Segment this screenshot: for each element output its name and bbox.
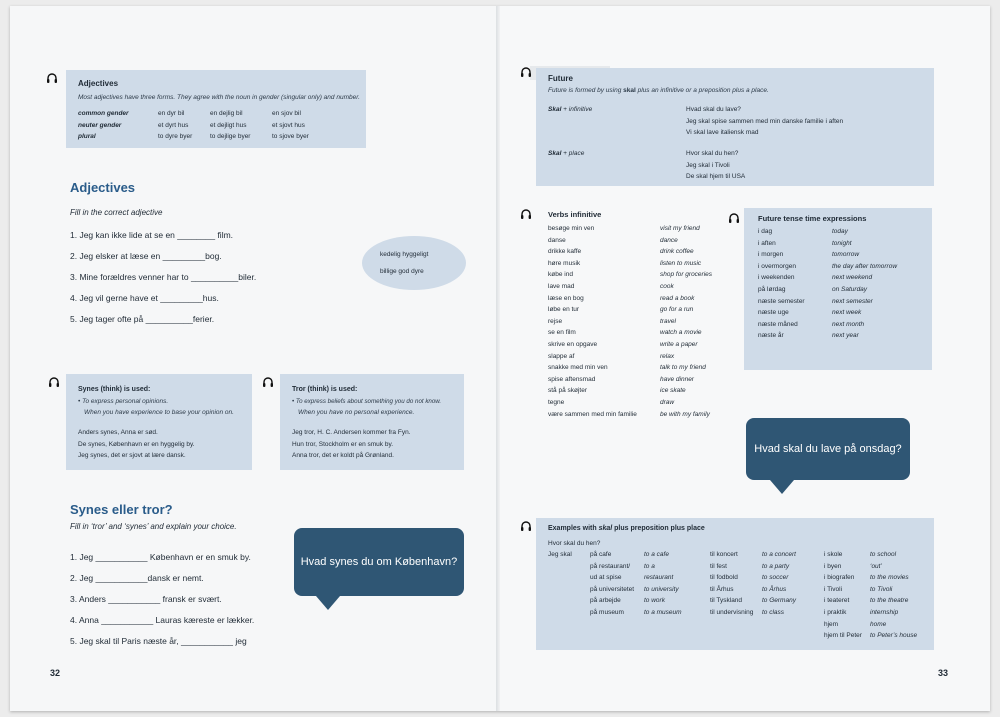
english-time-column [832, 226, 897, 342]
example-sentence: Jeg synes, det er sjovt at lære dansk. [78, 452, 186, 460]
example-sentence: Jeg skal i Tivoli [686, 161, 730, 169]
place-column [824, 549, 862, 642]
example-sentence: Jeg tror, H. C. Andersen kommer fra Fyn. [292, 429, 411, 436]
place-column [710, 549, 753, 619]
word-bank-line: billige god dyre [380, 268, 424, 275]
section-heading-adjectives: Adjectives [70, 180, 136, 195]
box-bullet: When you have experience to base your opinion on. [84, 409, 234, 416]
list-item: høre musik [548, 259, 581, 267]
list-item: dance [660, 236, 678, 244]
list-item: købe ind [548, 271, 573, 279]
list-item: ‘out’ [870, 562, 882, 570]
list-item: i morgen [758, 251, 784, 259]
list-item: hjem til Peter [824, 632, 862, 640]
list-item: listen to music [660, 259, 702, 267]
list-item: tomorrow [832, 251, 860, 259]
future-grammar-box [536, 68, 934, 186]
list-item: i skole [824, 551, 843, 558]
place-column [590, 549, 634, 619]
time-expressions-box [744, 208, 932, 370]
list-item: to the movies [870, 574, 909, 582]
list-item: se en film [548, 329, 576, 337]
exercise-item[interactable]: 2. Jeg ___________dansk er nemt. [70, 573, 204, 583]
headphones-icon[interactable] [728, 212, 740, 224]
exercise-instruction: Fill in ‘tror’ and ‘synes’ and explain your choice. [70, 522, 237, 531]
exercise-item[interactable]: 1. Jeg ___________ København er en smuk by. [70, 552, 251, 562]
example-sentence: Anna tror, det er koldt på Grønland. [292, 452, 394, 460]
list-item: to a museum [644, 608, 682, 616]
exercise-item[interactable]: 2. Jeg elsker at læse en _________bog. [70, 251, 222, 261]
list-item: tonight [832, 239, 852, 247]
list-item: draw [660, 398, 675, 406]
table-cell: et dyrt hus [158, 121, 189, 129]
list-item: lave mad [548, 282, 575, 290]
rule-label: Skal + place [548, 150, 585, 157]
box-title: Synes (think) is used: [78, 386, 151, 393]
list-item: hjem [824, 620, 839, 628]
list-item: cook [660, 282, 674, 290]
example-question: Hvor skal du hen? [548, 540, 601, 547]
example-sentence: Hvad skal du lave? [686, 106, 741, 113]
table-cell: to sjove byer [272, 133, 309, 141]
box-title: Future tense time expressions [758, 214, 867, 223]
list-item: to university [644, 585, 679, 593]
translation-column [644, 549, 682, 619]
list-item: next weekend [832, 274, 873, 282]
list-item: stå på skøjter [548, 387, 588, 395]
example-sentence: De skal hjem til USA [686, 173, 746, 181]
list-item: home [870, 620, 887, 628]
list-item: til fest [710, 562, 727, 570]
list-item: talk to my friend [660, 364, 706, 372]
list-item: snakke med min ven [548, 364, 608, 372]
table-cell: et sjovt hus [272, 121, 305, 129]
list-item: today [832, 228, 848, 235]
list-item: visit my friend [660, 225, 700, 232]
list-item: tegne [548, 398, 565, 406]
list-item: slappe af [548, 352, 575, 360]
list-item: to a cafe [644, 551, 669, 558]
list-item: to Germany [762, 597, 796, 605]
list-item: på cafe [590, 551, 612, 558]
word-bank-line: kedelig hyggeligt [380, 251, 429, 258]
list-item: the day after tomorrow [832, 262, 898, 270]
list-item: næste uge [758, 309, 789, 317]
section-heading-synes-eller-tror: Synes eller tror? [70, 502, 173, 517]
list-item: shop for groceries [660, 271, 713, 279]
list-item: næste år [758, 332, 784, 340]
list-item: drink coffee [660, 248, 694, 256]
list-item: næste måned [758, 320, 798, 328]
list-item: have dinner [660, 375, 694, 383]
list-item: på restaurant/ [590, 562, 631, 570]
danish-verbs-column [548, 223, 637, 420]
tror-grammar-box [280, 374, 464, 470]
list-item: i Tivoli [824, 585, 843, 593]
list-title: Verbs infinitive [548, 210, 602, 219]
right-page [500, 6, 990, 711]
headphones-icon[interactable] [520, 66, 532, 78]
list-item: go for a run [660, 306, 694, 314]
list-item: next week [832, 309, 862, 317]
list-item: be with my family [660, 410, 710, 418]
table-cell: en dyr bil [158, 110, 185, 117]
rule-label: Skal + infinitive [548, 106, 593, 113]
list-item: på museum [590, 608, 624, 616]
list-item: drikke kaffe [548, 248, 582, 256]
exercise-item[interactable]: 5. Jeg skal til Paris næste år, ___________ jeg [70, 636, 247, 646]
speech-bubble [294, 528, 464, 596]
list-item: på arbejde [590, 597, 621, 605]
list-item: løbe en tur [548, 306, 580, 314]
headphones-icon[interactable] [46, 72, 58, 84]
box-title: Tror (think) is used: [292, 386, 358, 393]
bubble-text: Hvad synes du om København? [300, 556, 458, 568]
table-cell: to dejlige byer [210, 133, 251, 141]
list-item: besøge min ven [548, 225, 595, 232]
list-item: to the theatre [870, 597, 909, 605]
list-item: på universitetet [590, 585, 635, 593]
row-label: neuter gender [78, 121, 122, 129]
list-item: på lørdag [758, 285, 786, 293]
example-sentence: Vi skal lave italiensk mad [686, 129, 759, 137]
bubble-tail [770, 480, 794, 494]
list-item: to a party [762, 562, 790, 570]
example-sentence: Hvor skal du hen? [686, 150, 739, 157]
bubble-text: Hvad skal du lave på onsdag? [754, 443, 902, 455]
list-item: i biografen [824, 574, 855, 582]
exercise-item[interactable]: 1. Jeg kan ikke lide at se en ________ film. [70, 230, 234, 240]
list-item: til koncert [710, 551, 738, 558]
bubble-tail [316, 596, 340, 610]
list-item: watch a movie [660, 329, 702, 337]
exercise-item[interactable]: 4. Anna ___________ Lauras kæreste er lækker. [70, 615, 255, 625]
row-label: common gender [78, 110, 129, 117]
list-item: on Saturday [832, 285, 868, 293]
exercise-item[interactable]: 3. Mine forældres venner har to __________biler. [70, 272, 257, 282]
list-item: write a paper [660, 340, 698, 348]
list-item: ud at spise [590, 574, 622, 582]
list-item: til undervisning [710, 608, 754, 616]
example-sentence: Hun tror, Stockholm er en smuk by. [292, 440, 394, 448]
left-page [10, 6, 500, 711]
exercise-item[interactable]: 3. Anders ___________ fransk er svært. [70, 594, 222, 604]
box-bullet: • To express personal opinions. [78, 398, 169, 405]
list-item: to a [644, 562, 655, 570]
list-item: to soccer [762, 574, 789, 582]
list-item: danse [548, 236, 566, 244]
danish-time-column [758, 226, 805, 342]
speech-bubble [746, 418, 910, 480]
list-item: to a concert [762, 551, 796, 558]
list-item: rejse [548, 317, 563, 325]
exercise-instruction: Fill in the correct adjective [70, 208, 163, 217]
list-item: i aften [758, 239, 776, 247]
list-item: relax [660, 352, 675, 360]
list-item: to class [762, 608, 785, 616]
list-item: next year [832, 332, 859, 340]
list-item: to Århus [762, 585, 787, 593]
list-item: i overmorgen [758, 262, 796, 270]
exercise-item[interactable]: 4. Jeg vil gerne have et _________hus. [70, 293, 219, 303]
list-item: i teateret [824, 597, 850, 605]
page-number: 33 [938, 668, 949, 678]
list-item: i dag [758, 228, 773, 235]
headphones-icon[interactable] [520, 208, 532, 220]
box-bullet: When you have no personal experience. [298, 409, 415, 416]
list-item: ice skate [660, 387, 686, 395]
box-intro: Most adjectives have three forms. They agree with the noun in gender (singular only) and number. [78, 94, 360, 101]
box-title: Adjectives [78, 79, 119, 88]
list-item: i byen [824, 562, 842, 570]
example-sentence: De synes, København er en hyggelig by. [78, 440, 195, 448]
table-cell: en sjov bil [272, 110, 301, 117]
list-item: læse en bog [548, 294, 584, 302]
word-bank [362, 236, 466, 290]
list-item: read a book [660, 294, 695, 302]
translation-column [870, 549, 917, 642]
box-title: Future [548, 74, 573, 83]
list-item: to Peter’s house [870, 632, 918, 640]
list-item: next month [832, 320, 865, 328]
example-lead: Jeg skal [548, 551, 572, 558]
list-item: spise aftensmad [548, 375, 596, 383]
list-item: to Tivoli [870, 585, 893, 593]
book-spread [10, 6, 990, 711]
list-item: to work [644, 597, 665, 605]
list-item: være sammen med min familie [548, 410, 637, 418]
page-number: 32 [50, 668, 61, 678]
example-sentence: Anders synes, Anna er sød. [78, 429, 158, 436]
list-item: til Århus [710, 585, 734, 593]
examples-box [536, 518, 934, 650]
exercise-item[interactable]: 5. Jeg tager ofte på __________ferier. [70, 314, 215, 324]
headphones-icon[interactable] [48, 376, 60, 388]
list-item: next semester [832, 297, 873, 305]
list-item: næste semester [758, 297, 805, 305]
verbs-infinitive-list [536, 206, 712, 424]
list-item: til Tyskland [710, 597, 743, 605]
box-title: Examples with skal plus preposition plus place [548, 525, 705, 532]
list-item: internship [870, 608, 899, 616]
list-item: i praktik [824, 608, 847, 616]
adjectives-grammar-box [66, 70, 366, 148]
example-sentence: Jeg skal spise sammen med min danske familie i aften [686, 117, 844, 125]
headphones-icon[interactable] [262, 376, 274, 388]
list-item: i weekenden [758, 274, 795, 282]
translation-column [762, 549, 796, 619]
synes-grammar-box [66, 374, 252, 470]
list-item: to school [870, 551, 897, 558]
row-label: plural [78, 133, 96, 141]
table-cell: to dyre byer [158, 133, 193, 141]
table-cell: et dejligt hus [210, 121, 247, 129]
list-item: til fodbold [710, 574, 738, 582]
box-intro: Future is formed by using skal plus an infinitive or a preposition plus a place. [548, 87, 769, 94]
list-item: restaurant [644, 574, 674, 582]
headphones-icon[interactable] [520, 520, 532, 532]
table-cell: en dejlig bil [210, 110, 243, 117]
english-verbs-column [660, 223, 712, 420]
list-item: skrive en opgave [548, 340, 598, 348]
list-item: travel [660, 317, 676, 325]
box-bullet: • To express beliefs about something you do not know. [292, 398, 442, 405]
